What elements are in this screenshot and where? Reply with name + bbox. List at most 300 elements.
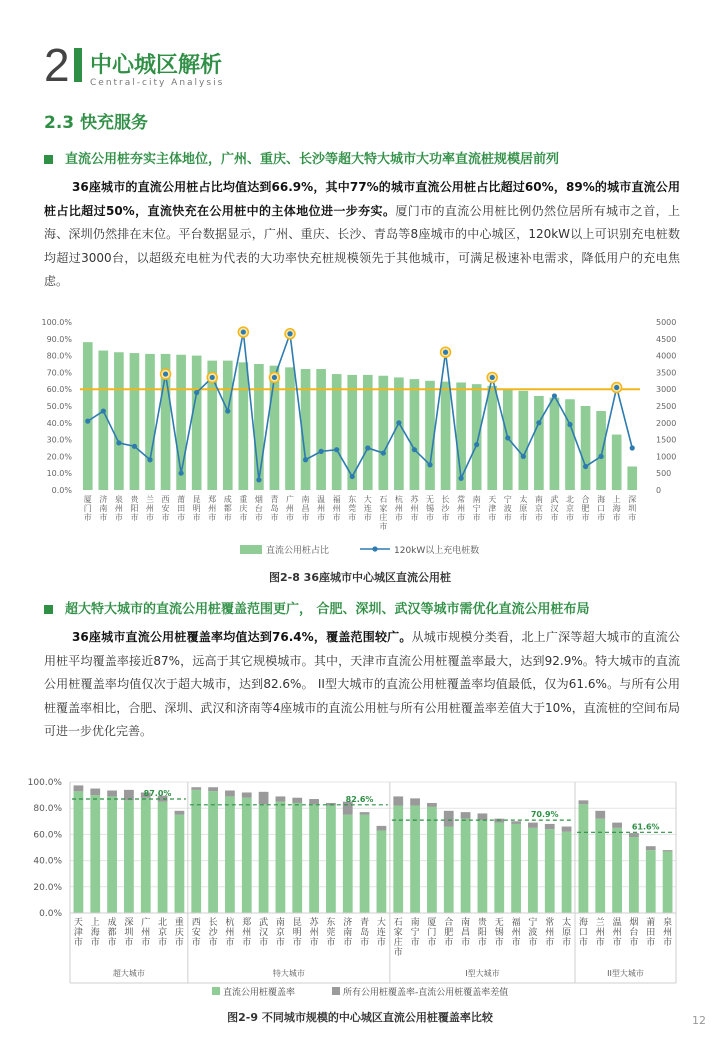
city-label: 市 [545,938,555,948]
right-axis-tick: 3500 [656,368,677,378]
coverage-diff-bar [276,796,286,801]
city-label: 市 [158,938,168,948]
fast-charger-point [256,477,261,482]
city-label: 杭 [225,918,235,928]
dc-share-bar [332,374,342,490]
city-label: 都 [223,504,232,513]
city-label: 市 [360,938,370,948]
dc-share-bar [316,369,326,490]
paragraph-2-normal: 从城市规模分类看，北上广深等超大城市的直流公用桩平均覆盖率接近87%，远高于其它规模城市。其中，天津市直流公用桩覆盖率最大，达到92.9%。特大城市的直流公用桩覆盖率均值仅次于超大城市，达到82.6%。 II型大城市的直流公用桩覆盖率均值最低，仅为61.6%。与所有公用桩覆盖率相比，合肥、深圳、武汉和济南等4座城市的直流公用桩与所有公用桩覆盖率差值大于10%，直流桩的空间布局可进一步优化完善。 [44,630,680,738]
city-label: 莆 [646,918,656,928]
city-label: 市 [254,513,263,522]
fast-charger-point [210,375,215,380]
fast-charger-point [567,422,572,427]
city-label: 明 [292,928,302,938]
city-label: 重 [239,495,248,504]
city-label: 西 [191,918,201,928]
city-label: 武 [259,918,269,928]
dc-share-bar [394,377,404,490]
coverage-diff-bar [393,796,403,805]
dc-share-bar [363,375,373,490]
fast-charger-point [552,393,557,398]
city-label: 南 [472,495,481,504]
city-label: 市 [124,938,134,948]
city-label: 锡 [494,928,504,938]
left-axis-tick: 40.0% [46,418,72,428]
city-label: 田 [646,928,656,938]
city-label: 合 [581,495,590,504]
city-label: 市 [208,938,218,948]
city-label: 市 [427,938,437,948]
dc-share-bar [627,466,637,490]
dc-coverage-bar [141,798,151,913]
city-label: 市 [612,938,622,948]
coverage-diff-bar [579,800,589,804]
section-subtitle: Central-city Analysis [90,78,225,88]
dc-share-bar [550,398,560,490]
dc-share-bar [285,367,295,490]
city-label: 州 [146,504,154,513]
fast-charger-point [599,454,604,459]
right-axis-tick: 0 [656,486,662,495]
coverage-diff-bar [663,850,673,851]
city-label: 武 [550,495,559,504]
city-label: 东 [326,918,336,928]
city-label: 市 [301,513,310,522]
city-label: 南 [534,495,543,504]
y-axis-tick: 20.0% [33,882,62,893]
city-label: 济 [343,918,353,928]
city-label: 宁 [472,504,481,513]
city-label: 苏 [309,918,319,928]
fast-charger-point [381,450,386,455]
city-label: 市 [223,513,232,522]
fast-charger-point [287,331,292,336]
city-label: 无 [426,495,434,504]
coverage-diff-bar [360,812,370,815]
city-label: 天 [73,918,83,928]
page-number: 12 [692,1014,706,1027]
dc-share-bar [379,376,389,490]
legend-dc-swatch [212,987,220,995]
dc-coverage-bar [225,796,235,913]
dc-share-bar [534,396,544,490]
city-label: 市 [99,513,108,522]
dc-share-bar [270,366,280,490]
city-label: 圳 [628,504,637,513]
accent-bar [74,48,82,82]
city-label: 厦 [427,918,437,928]
right-axis-tick: 1500 [656,435,677,445]
fast-charger-point [396,420,401,425]
right-axis-tick: 1000 [656,452,677,462]
city-label: 合 [444,918,454,928]
city-label: 州 [595,928,605,938]
city-label: 市 [275,938,285,948]
city-label: 市 [410,513,419,522]
city-label: 庄 [393,938,403,948]
paragraph-1-bold: 36座城市的直流公用桩占比均值达到66.9%，其中77%的城市直流公用桩占比超过60%，89%的城市直流公用桩占比超过50%，直流快充在公用桩中的主体地位进一步夯实。 [44,180,680,218]
city-label: 北 [566,495,574,504]
coverage-diff-bar [444,811,454,827]
group-label: 超大城市 [112,969,145,978]
y-axis-tick: 0.0% [39,909,62,919]
dc-coverage-bar [663,851,673,913]
coverage-diff-bar [74,785,84,791]
city-label: 市 [107,938,117,948]
city-label: 市 [597,513,606,522]
fast-charger-point [350,474,355,479]
city-label: 市 [83,513,92,522]
coverage-diff-bar [595,811,605,819]
city-label: 汉 [259,928,269,938]
city-label: 门 [427,928,437,938]
city-label: 泉 [663,918,673,928]
coverage-diff-bar [427,803,437,807]
city-label: 昆 [292,918,302,928]
city-label: 市 [90,938,100,948]
fast-charger-point [85,419,90,424]
coverage-diff-bar [545,824,555,829]
city-label: 太 [562,918,572,928]
city-label: 市 [191,938,201,948]
city-label: 北 [158,918,168,928]
y-axis-tick: 80.0% [33,804,62,815]
city-label: 州 [141,928,151,938]
city-label: 兰 [146,495,154,504]
bullet-square-icon [44,155,53,164]
city-label: 门 [83,504,92,513]
coverage-diff-bar [90,789,100,796]
city-label: 市 [441,513,450,522]
city-label: 市 [444,938,454,948]
coverage-diff-bar [629,833,639,837]
city-label: 石 [393,918,403,928]
city-label: 莞 [326,928,336,938]
dc-coverage-bar [124,800,134,913]
city-label: 市 [141,938,151,948]
city-label: 州 [332,504,341,513]
legend-bar-swatch [240,545,262,554]
city-label: 市 [161,513,170,522]
city-label: 波 [503,504,512,513]
dc-share-bar [145,354,155,490]
city-label: 昆 [192,495,201,504]
city-label: 广 [141,918,151,928]
left-axis-tick: 80.0% [46,351,72,361]
bullet-text-2: 超大特大城市的直流公用桩覆盖范围更广， 合肥、深圳、武汉等城市需优化直流公用桩布局 [65,602,590,617]
city-label: 市 [332,513,341,522]
city-label: 天 [488,495,497,504]
city-label: 连 [376,928,386,938]
city-label: 海 [612,504,621,513]
city-label: 原 [519,504,528,513]
city-label: 阳 [130,504,139,513]
city-label: 州 [612,928,622,938]
city-label: 市 [511,938,521,948]
city-label: 市 [239,513,248,522]
city-label: 温 [317,495,326,504]
city-label: 市 [326,938,336,948]
city-label: 厦 [83,495,92,504]
dc-share-bar [223,361,233,490]
city-label: 台 [254,504,263,513]
group-label: 特大城市 [272,969,305,978]
city-label: 泉 [114,495,123,504]
coverage-diff-bar [191,787,201,790]
city-label: 石 [379,495,388,504]
city-label: 市 [379,522,388,531]
fast-charger-point [474,442,479,447]
dc-coverage-bar [292,803,302,913]
dc-coverage-bar [528,828,538,913]
right-axis-tick: 4500 [656,334,677,344]
fast-charger-point [225,408,230,413]
city-label: 市 [130,513,139,522]
bullet-heading-2 [44,598,684,617]
city-label: 市 [208,513,217,522]
city-label: 市 [472,513,481,522]
fast-charger-point [272,375,277,380]
city-label: 市 [477,938,487,948]
group-label: I型大城市 [465,969,500,978]
city-label: 家 [393,928,403,938]
coverage-diff-bar [107,791,117,797]
city-label: 州 [545,928,555,938]
city-label: 市 [286,513,294,522]
city-label: 上 [612,495,621,504]
city-label: 市 [363,513,372,522]
city-label: 市 [292,938,302,948]
y-axis-tick: 100.0% [27,778,62,788]
fast-charger-point [505,435,510,440]
city-label: 广 [286,495,294,504]
fast-charger-point [614,385,619,390]
subsection-title: 2.3 快充服务 [44,113,149,133]
city-label: 沙 [208,928,218,938]
city-label: 市 [578,938,588,948]
city-label: 长 [441,495,450,504]
group-average-label: 82.6% [345,794,374,804]
paragraph-2 [44,626,680,744]
city-label: 青 [270,495,279,504]
city-label: 州 [663,928,673,938]
dc-coverage-bar [107,796,117,913]
fast-charger-point [116,440,121,445]
fast-charger-point [303,457,308,462]
fast-charger-point [490,375,495,380]
fast-charger-point [101,408,106,413]
city-label: 南 [99,504,108,513]
city-label: 市 [566,513,574,522]
city-label: 市 [410,938,420,948]
city-label: 安 [191,928,201,938]
city-label: 上 [90,918,100,928]
dc-coverage-bar [208,791,218,913]
section-title: 中心城区解析 [90,53,223,78]
city-label: 津 [488,504,497,513]
city-label: 京 [275,928,285,938]
city-label: 郑 [242,918,252,928]
right-axis-tick: 500 [656,469,672,479]
city-label: 市 [663,938,673,948]
city-label: 州 [394,504,403,513]
dc-coverage-bar [175,815,185,913]
dc-coverage-bar [478,820,488,913]
right-axis-tick: 2000 [656,418,677,428]
city-label: 昌 [301,504,310,513]
paragraph-1-normal: 厦门市的直流公用桩比例仍然位居所有城市之首，上海、深圳仍然排在末位。平台数据显示，广州、重庆、长沙、青岛等8座城市的中心城区，120kW以上可识别充电桩数均超过3000台，以超级充电桩为代表的大功率快充桩规模领先于其他城市，可满足极速补电需求，降低用户的充电焦虑。 [44,203,680,288]
city-label: 海 [578,918,588,928]
dc-share-bar [239,362,249,490]
dc-coverage-bar [309,804,319,913]
city-label: 市 [146,513,154,522]
fast-charger-point [319,449,324,454]
section-number: 2 [44,39,70,91]
city-label: 市 [528,938,538,948]
city-label: 南 [410,918,420,928]
city-label: 汉 [550,504,559,513]
left-axis-tick: 0.0% [51,486,72,495]
dc-coverage-bar [191,790,201,913]
legend-diff-swatch [332,987,340,995]
group-average-label: 61.6% [631,822,660,832]
city-label: 市 [394,513,403,522]
group-average-label: 87.0% [143,789,172,799]
left-axis-tick: 90.0% [46,334,72,344]
legend-bar-label: 直流公用桩占比 [266,546,330,556]
city-label: 市 [612,513,621,522]
city-label: 市 [309,938,319,948]
fast-charger-point [179,471,184,476]
fast-charger-point [163,371,168,376]
group-label: II型大城市 [607,969,644,978]
dc-coverage-bar [646,850,656,913]
dc-share-bar [254,364,264,490]
coverage-diff-bar [292,798,302,803]
dc-share-bar [347,375,357,490]
city-label: 福 [332,495,341,504]
fast-charger-point [147,457,152,462]
city-label: 州 [309,928,319,938]
section-header [44,39,684,92]
city-label: 市 [348,513,357,522]
city-label: 庆 [239,504,248,513]
city-label: 济 [99,495,108,504]
city-label: 宁 [503,495,512,504]
city-label: 市 [242,938,252,948]
city-label: 州 [457,504,466,513]
city-label: 南 [275,918,285,928]
city-label: 烟 [629,918,639,928]
city-label: 市 [192,513,201,522]
dc-coverage-bar [511,824,521,913]
city-label: 市 [259,938,269,948]
city-label: 明 [192,504,201,513]
dc-share-bar [192,356,202,490]
bullet-square-icon [44,605,53,614]
dc-coverage-bar [427,807,437,913]
paragraph-1 [44,176,680,294]
dc-coverage-bar [158,802,168,913]
city-label: 原 [562,928,572,938]
fast-charger-point [536,420,541,425]
city-label: 市 [376,938,386,948]
fast-charger-point [459,476,464,481]
coverage-diff-bar [309,799,319,804]
dc-coverage-bar [343,815,353,913]
left-axis-tick: 70.0% [46,368,72,378]
dc-share-bar [99,351,109,490]
dc-share-bar [114,352,124,490]
coverage-diff-bar [175,811,185,815]
city-label: 州 [511,928,521,938]
dc-coverage-bar [360,815,370,913]
left-axis-tick: 100.0% [41,318,72,327]
city-label: 市 [562,938,572,948]
city-label: 市 [461,938,471,948]
coverage-diff-bar [208,787,218,791]
city-label: 台 [629,928,639,938]
city-label: 肥 [581,504,590,513]
dc-coverage-bar [377,830,387,913]
city-label: 无 [494,918,504,928]
dc-coverage-bar [629,837,639,913]
city-label: 莆 [177,495,186,504]
city-label: 市 [494,938,504,948]
city-label: 深 [628,495,637,504]
city-label: 州 [286,504,294,513]
city-label: 海 [597,495,606,504]
city-label: 锡 [426,504,434,513]
fast-charger-point [194,390,199,395]
dc-share-bar [565,399,575,490]
city-label: 苏 [410,495,419,504]
city-label: 市 [393,948,403,958]
city-label: 市 [73,938,83,948]
dc-share-bar [441,382,451,490]
city-label: 宁 [528,918,538,928]
city-label: 市 [534,513,543,522]
city-label: 昌 [461,928,471,938]
left-axis-tick: 20.0% [46,452,72,462]
city-label: 烟 [254,495,263,504]
city-label: 市 [646,938,656,948]
dc-coverage-bar [579,804,589,913]
city-label: 南 [461,918,471,928]
right-axis-tick: 5000 [656,318,677,327]
coverage-diff-bar [377,826,387,831]
coverage-diff-bar [612,823,622,828]
city-label: 市 [174,938,184,948]
city-label: 南 [301,495,310,504]
fast-charger-point [443,350,448,355]
city-label: 宁 [410,928,420,938]
city-label: 海 [90,928,100,938]
city-label: 州 [208,504,217,513]
city-label: 市 [629,938,639,948]
dc-coverage-bar [259,804,269,913]
y-axis-tick: 60.0% [33,830,62,841]
fast-charger-point [365,445,370,450]
city-label: 兰 [595,918,605,928]
city-label: 安 [161,504,170,513]
dc-coverage-bar [494,823,504,913]
paragraph-2-bold: 36座城市直流公用桩覆盖率均值达到76.4%，覆盖范围较广。 [72,630,412,644]
dc-coverage-bar [562,832,572,913]
city-label: 州 [114,504,123,513]
dc-coverage-bar [326,806,336,913]
